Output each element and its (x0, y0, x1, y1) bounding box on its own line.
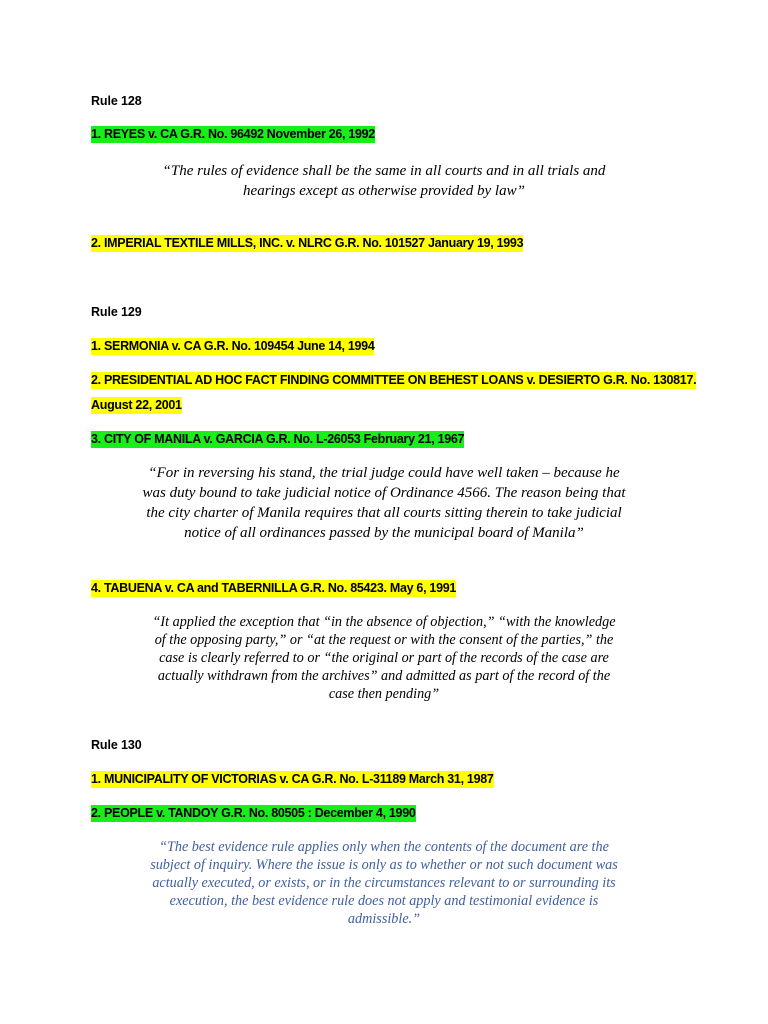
case-people-v-tandoy (91, 805, 416, 822)
case-presidential-ad-hoc-line1: 2. PRESIDENTIAL AD HOC FACT FINDING COMMITTEE ON BEHEST LOANS v. DESIERTO G.R. No. 130817. (91, 373, 697, 387)
case-people-v-tandoy-text: 2. PEOPLE v. TANDOY G.R. No. 80505 : December 4, 1990 (91, 806, 416, 820)
case-city-of-manila-v-garcia-text: 3. CITY OF MANILA v. GARCIA G.R. No. L-26053 February 21, 1967 (91, 432, 465, 446)
quote-line: actually withdrawn from the archives” and admitted as part of the record of the (157, 668, 611, 684)
quote-line: actually executed, or exists, or in the circumstances relevant to or surrounding its (152, 875, 616, 891)
quote-line: notice of all ordinances passed by the municipal board of Manila” (184, 525, 584, 541)
quote-city-of-manila (120, 463, 648, 543)
quote-line: execution, the best evidence rule does not apply and testimonial evidence is (169, 893, 599, 909)
case-tabuena-v-ca (91, 580, 456, 597)
quote-line: “The rules of evidence shall be the same in all courts and in all trials and (162, 163, 606, 179)
case-reyes-v-ca-text: 1. REYES v. CA G.R. No. 96492 November 26, 1992 (91, 127, 375, 141)
case-municipality-of-victorias-text: 1. MUNICIPALITY OF VICTORIAS v. CA G.R. No. L-31189 March 31, 1987 (91, 772, 494, 786)
case-sermonia-v-ca (91, 338, 374, 355)
quote-line: case is clearly referred to or “the original or part of the records of the case are (159, 650, 609, 666)
case-imperial-textile-mills (91, 235, 523, 252)
quote-line: hearings except as otherwise provided by law” (243, 183, 525, 199)
case-tabuena-v-ca-text: 4. TABUENA v. CA and TABERNILLA G.R. No. 85423. May 6, 1991 (91, 581, 457, 595)
quote-line: “It applied the exception that “in the absence of objection,” “with the knowledge (152, 614, 616, 630)
quote-line: subject of inquiry. Where the issue is only as to whether or not such document was (150, 857, 618, 873)
case-sermonia-v-ca-text: 1. SERMONIA v. CA G.R. No. 109454 June 14, 1994 (91, 339, 375, 353)
quote-line: “The best evidence rule applies only when the contents of the document are the (159, 839, 609, 855)
case-imperial-textile-mills-text: 2. IMPERIAL TEXTILE MILLS, INC. v. NLRC G.R. No. 101527 January 19, 1993 (91, 236, 524, 250)
quote-line: admissible.” (347, 911, 421, 927)
rule-128-heading: Rule 128 (91, 94, 142, 108)
case-reyes-v-ca (91, 126, 375, 143)
quote-reyes (120, 161, 648, 201)
quote-line: case then pending” (328, 686, 440, 702)
quote-line: the city charter of Manila requires that all courts sitting therein to take judicial (146, 505, 622, 521)
quote-line: was duty bound to take judicial notice of Ordinance 4566. The reason being that (142, 485, 626, 501)
quote-tandoy (120, 838, 648, 928)
quote-line: “For in reversing his stand, the trial judge could have well taken – because he (148, 465, 620, 481)
case-presidential-ad-hoc-line2: August 22, 2001 (91, 398, 182, 412)
case-presidential-ad-hoc-date (91, 397, 182, 414)
case-city-of-manila-v-garcia (91, 431, 464, 448)
quote-tabuena (120, 613, 648, 703)
rule-129-heading: Rule 129 (91, 305, 142, 319)
rule-130-heading: Rule 130 (91, 738, 142, 752)
case-presidential-ad-hoc (91, 372, 696, 389)
case-municipality-of-victorias (91, 771, 494, 788)
quote-line: of the opposing party,” or “at the request or with the consent of the parties,” the (154, 632, 614, 648)
